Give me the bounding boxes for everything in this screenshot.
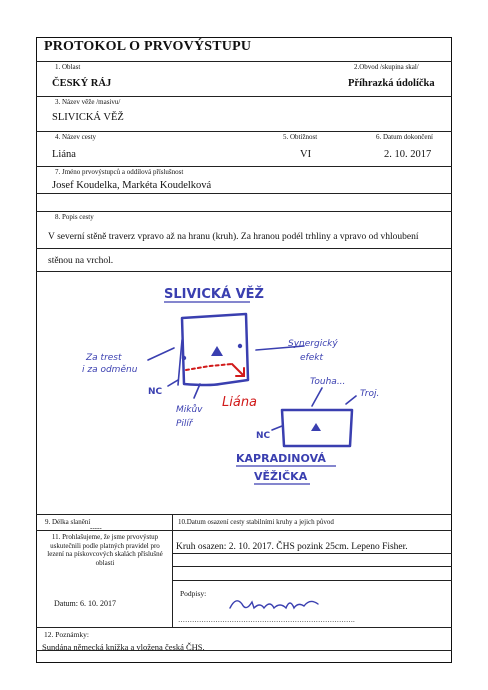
value-route: Liána [52, 149, 76, 160]
label-district: 2.Obvod /skupina skal/ [354, 63, 419, 71]
anchor-dot [182, 356, 186, 360]
label-signature: Podpisy: [180, 589, 207, 598]
label-declaration: 11. Prohlašujeme, že jsme prvovýstup uskutečnili podle platných pravidel pro lezení na pískovcových skalách příslušné oblasti [47, 533, 163, 567]
sketch-nc-left: NC [148, 387, 163, 397]
sketch-tower-label: SLIVICKÁ VĚŽ [164, 287, 264, 302]
value-notes: Sundána německá knížka a vložena česká ČHS. [42, 642, 205, 652]
tower-edge [178, 340, 182, 385]
sketch-pilir: Pilíř [176, 419, 193, 429]
rule [36, 166, 452, 167]
rule [36, 96, 452, 97]
arrow-left [148, 348, 174, 360]
value-tower: SLIVICKÁ VĚŽ [52, 112, 124, 123]
label-tower: 3. Název věže /masivu/ [55, 98, 121, 106]
sketch-vezicka: VĚŽIČKA [254, 470, 308, 483]
sketch-touha: Touha... [310, 377, 346, 387]
arrow-mikuv [194, 384, 200, 398]
route-sketch [60, 280, 400, 510]
arrow-nc-right [272, 426, 282, 430]
rule [36, 211, 452, 212]
anchor-dot [238, 344, 242, 348]
arrow-touha [312, 388, 322, 406]
label-notes: 12. Poznámky: [44, 630, 89, 639]
label-anchors: 10.Datum osazení cesty stabilními kruhy a jejich původ [178, 518, 334, 526]
rule [36, 271, 452, 272]
sketch-effect: efekt [300, 353, 323, 363]
value-anchors: Kruh osazen: 2. 10. 2017. ČHS pozink 25cm. Lepeno Fisher. [176, 542, 408, 552]
rule [36, 193, 452, 194]
rule [36, 131, 452, 132]
sketch-kapradinova: KAPRADINOVÁ [236, 452, 326, 465]
label-rappel-length: 9. Délka slanění [45, 518, 91, 526]
description-line-2: stěnou na vrchol. [48, 256, 114, 266]
label-route: 4. Název cesty [55, 133, 97, 141]
label-completion-date: 6. Datum dokončení [376, 133, 433, 141]
route-arrow-liana [232, 364, 244, 376]
signature-scribble [224, 592, 324, 616]
summit-triangle [211, 346, 223, 356]
rule [172, 514, 173, 627]
label-description: 8. Popis cesty [55, 213, 94, 221]
rule [36, 627, 452, 628]
value-date: 6. 10. 2017 [80, 599, 116, 608]
small-summit-triangle [311, 423, 321, 431]
rule [172, 580, 452, 581]
value-rappel-length: ----- [90, 524, 102, 532]
label-date: Datum: [54, 599, 78, 608]
description-line-1: V severní stěně traverz vpravo až na hranu (kruh). Za hranou podél trhliny a vpravo od vhloubení [48, 232, 419, 242]
sketch-mikuv: Mikův [176, 405, 203, 415]
sketch-troj: Troj. [360, 389, 380, 399]
value-difficulty: VI [300, 149, 312, 160]
page-title: PROTOKOL O PRVOVÝSTUPU [44, 39, 252, 54]
rule [36, 514, 452, 515]
rule [36, 248, 452, 249]
arrow-nc-left [168, 380, 178, 386]
rule [172, 553, 452, 554]
sketch-nc-right: NC [256, 431, 271, 441]
value-completion-date: 2. 10. 2017 [384, 149, 432, 160]
route-line-liana [186, 364, 232, 370]
sketch-za-trest: Za trest [86, 353, 122, 363]
label-area: 1. Oblast [55, 63, 81, 71]
value-district: Příhrazká údolíčka [348, 78, 435, 89]
rule [36, 61, 452, 62]
rule [172, 566, 452, 567]
sketch-synergic: Synergický [288, 339, 338, 349]
arrow-troj [346, 396, 356, 404]
signature-line: …………………………………………………………………. [178, 616, 355, 624]
sketch-za-odmenu: i za odměnu [82, 365, 138, 375]
label-difficulty: 5. Obtížnost [283, 133, 318, 141]
value-climbers: Josef Koudelka, Markéta Koudelková [52, 180, 212, 191]
label-climbers: 7. Jméno prvovýstupců a oddílová příslušnost [55, 168, 184, 176]
value-area: ČESKÝ RÁJ [52, 78, 112, 89]
sketch-liana: Liána [222, 395, 258, 410]
